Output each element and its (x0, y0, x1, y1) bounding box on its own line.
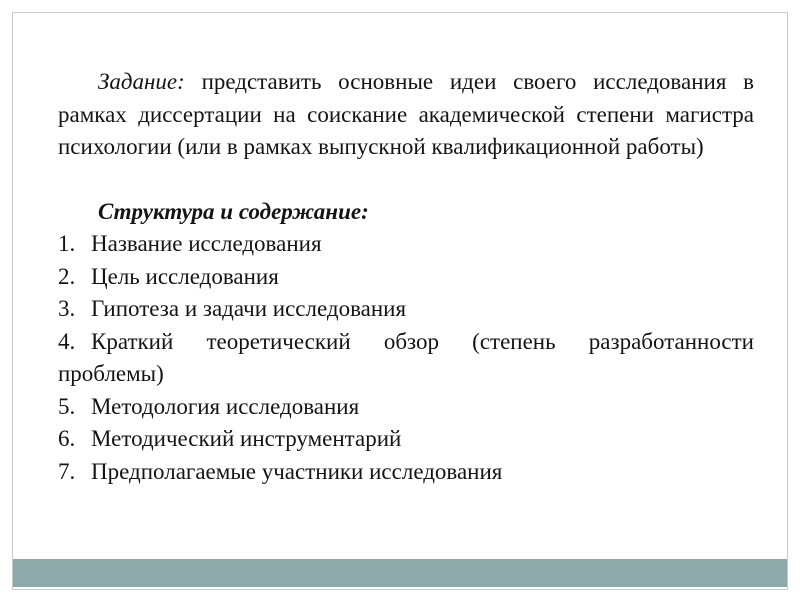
list-item (58, 293, 754, 326)
list-item-number: 4. (58, 328, 76, 354)
list-item-number: 6. (58, 426, 76, 451)
list-item-text: Краткий теоретический обзор (степень разработанности проблемы) (58, 328, 754, 386)
list-item-number: 5. (58, 393, 76, 419)
list-item-text: Методология исследования (91, 393, 360, 419)
list-item-number: 1. (58, 231, 76, 256)
task-paragraph (58, 66, 754, 164)
list-item (58, 391, 754, 424)
slide-content (58, 66, 754, 488)
list-item-text: Методический инструментарий (91, 426, 402, 451)
list-item-text: Название исследования (91, 231, 322, 256)
list-item (58, 423, 754, 456)
list-item-number: 2. (58, 263, 76, 289)
task-text: представить основные идеи своего исследования в рамках диссертации на соискание академической степени магистра психологии (или в рамках выпускной квалификационной работы) (58, 69, 755, 159)
list-item (58, 456, 754, 489)
structure-heading: Структура и содержание: (98, 198, 369, 224)
structure-list (58, 228, 754, 488)
list-item (58, 326, 754, 391)
list-item-text: Гипотеза и задачи исследования (91, 296, 407, 321)
list-item-number: 3. (58, 296, 76, 321)
list-item-text: Предполагаемые участники исследования (91, 458, 503, 484)
list-item-number: 7. (58, 458, 76, 484)
list-item-text: Цель исследования (91, 263, 279, 289)
list-item (58, 261, 754, 294)
list-item (58, 228, 754, 261)
footer-bar (13, 559, 787, 587)
task-label: Задание: (98, 69, 185, 94)
